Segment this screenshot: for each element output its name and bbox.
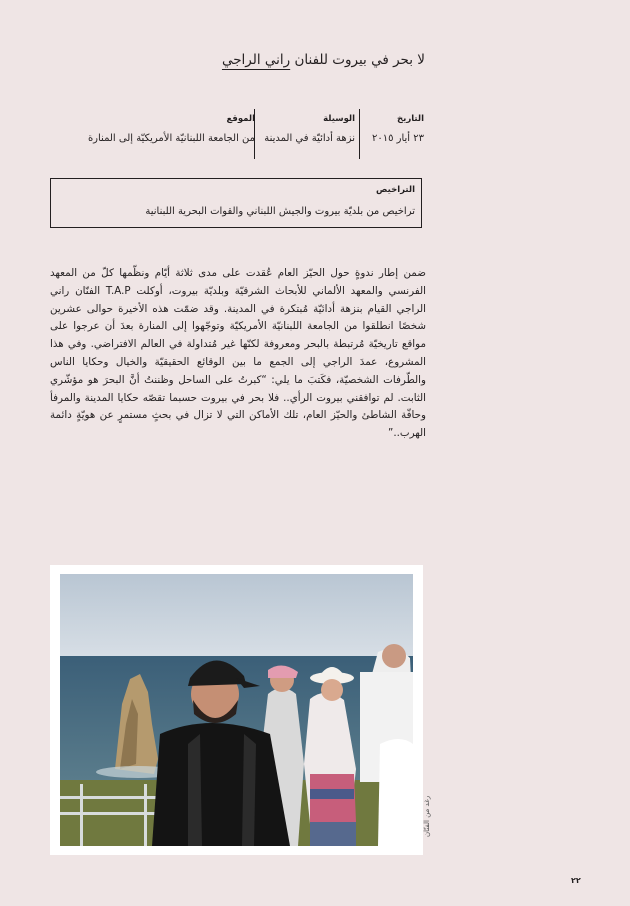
- permits-label: التراخيص: [376, 185, 415, 195]
- date-label: التاريخ: [397, 114, 424, 124]
- location-value: من الجامعة اللبنانيّة الأمريكيّة إلى المنارة: [87, 133, 255, 144]
- meta-medium: [263, 109, 355, 157]
- permits-value: تراخيص من بلديّة بيروت والجيش اللبناني والقوات البحرية اللبنانية: [145, 206, 415, 217]
- photo-credit: رغد من الفنّان: [423, 796, 431, 838]
- artist-name: راني الراجي: [221, 52, 291, 68]
- photo-frame: [50, 565, 423, 855]
- page-title: [222, 52, 425, 68]
- medium-label: الوسيلة: [323, 114, 355, 124]
- meta-date: [364, 109, 424, 157]
- medium-value: نزهة أدائيّة في المدينة: [264, 133, 355, 144]
- meta-divider: [359, 109, 360, 159]
- date-value: ٢٣ أيار ٢٠١٥: [371, 133, 424, 144]
- page-number: ٢٢: [571, 876, 581, 885]
- body-paragraph: ضمن إطار ندوةٍ حول الحيّز العام عُقدت على مدى ثلاثة أيّام ونظّمها كلّ من المعهد الفرنسي والمعهد الألماني للأبحاث الشرقيّة وبلديّة بيروت، أوكلت T.A.P الفنّان راني الراجي القيام بنزهة أدائيّة مُبتكرة في المدينة. وقد ضمّت هذه الأخيرة حوالى عشرين شخصًا انطلقوا من الجامعة اللبنانيّة الأمريكيّة وتوجّهوا إلى المنارة بعدَ أن عرجوا على مواقع تاريخيّة مُرتبطة بالبحر ومعروفة لكنّها غير مُتداولة في العالم الافتراضي. وفي هذا المشروع، عمدَ الراجي إلى الجمع ما بين الوقائع الحقيقيّة والخيال وحكايا الناس والطّرفات الشخصيّة، فكَتبَ ما يلي: “كبرتُ على الساحل وظننتُ أنَّ البحرَ هو مؤشّري الثابت. لم توافقني بيروت الرأي.. فلا بحر في بيروت حسبما تقصّه حكايا المدينة والمرفأ وحافّة الشاطئ والحيّز العام، تلك الأماكن التي لا تزال في بحثٍ مستمرٍ عن هويّةٍ دائمة الهرب..”: [50, 267, 427, 440]
- meta-location: [85, 109, 255, 157]
- title-prefix: لا بحر في بيروت للفنان: [294, 52, 425, 68]
- photo-walk-participants: [60, 574, 413, 846]
- permits-box: [50, 178, 422, 228]
- location-label: الموقع: [226, 114, 255, 124]
